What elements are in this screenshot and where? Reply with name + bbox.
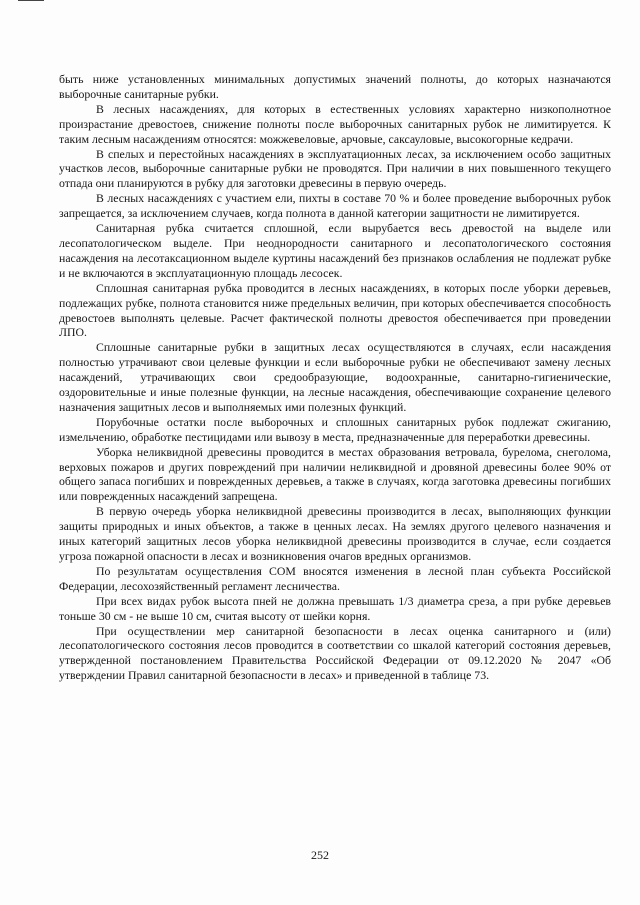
paragraph: По результатам осуществления СОМ вносятся изменения в лесной план субъекта Российской Федерации, лесохозяйственный регламент лесничества.: [59, 563, 611, 593]
paragraph: быть ниже установленных минимальных допустимых значений полноты, до которых назначаются выборочные санитарные рубки.: [59, 72, 611, 101]
paragraph: При осуществлении мер санитарной безопасности в лесах оценка санитарного и (или) лесопатологического состояния лесов проводится в соответствии со шкалой категорий состояния деревьев, утвержденной постановлением Правительства Российской Федерации от 09.12.2020 № 2047 «Об утверждении Правил санитарной безопасности в лесах» и приведенной в таблице 73.: [59, 623, 611, 683]
paragraph: В лесных насаждениях, для которых в естественных условиях характерно низкополнотное произрастание древостоев, снижение полноты после выборочных санитарных рубок не лимитируется. К таким лесным насаждениям относятся: можжевеловые, арчовые, саксауловые, высокогорные кедрачи.: [59, 101, 611, 146]
paragraph: В первую очередь уборка неликвидной древесины производится в лесах, выполняющих функции защиты природных и иных объектов, а также в ценных лесах. На землях другого целевого назначения и иных категорий защитных лесов уборка неликвидной древесины производится в случае, если создается угроза пожарной опасности в лесах и возникновения очагов вредных организмов.: [59, 504, 611, 563]
document-body: [59, 72, 611, 683]
page-number: 252: [311, 848, 329, 862]
paragraph: Сплошная санитарная рубка проводится в лесных насаждениях, в которых после уборки деревьев, подлежащих рубке, полнота становится ниже предельных величин, при которых обеспечивается способность древостоев выполнять целевые. Расчет фактической полноты древостоя обеспечивается при проведении ЛПО.: [59, 280, 611, 340]
paragraph: При всех видах рубок высота пней не должна превышать 1/3 диаметра среза, а при рубке деревьев тоньше 30 см - не выше 10 см, считая высоту от шейки корня.: [59, 593, 611, 623]
paragraph: В лесных насаждениях с участием ели, пихты в составе 70 % и более проведение выборочных рубок запрещается, за исключением случаев, когда полнота в данной категории защитности не лимитируется.: [59, 191, 611, 221]
paragraph: В спелых и перестойных насаждениях в эксплуатационных лесах, за исключением особо защитных участков лесов, выборочные санитарные рубки не проводятся. При наличии в них повышенного текущего отпада они планируются в рубку для заготовки древесины в первую очередь.: [59, 146, 611, 191]
paragraph: Уборка неликвидной древесины проводится в местах образования ветровала, бурелома, снеголома, верховых пожаров и других повреждений при наличии неликвидной и дровяной древесины более 90% от общего запаса погибших и поврежденных деревьев, а также в случаях, когда заготовка древесины погибших или поврежденных насаждений запрещена.: [59, 444, 611, 504]
paragraph: Санитарная рубка считается сплошной, если вырубается весь древостой на выделе или лесопатологическом выделе. При неоднородности санитарного и лесопатологического состояния насаждения на лесотаксационном выделе куртины насаждений без признаков ослабления не подлежат рубке и не включаются в эксплуатационную площадь лесосек.: [59, 221, 611, 280]
paragraph: Сплошные санитарные рубки в защитных лесах осуществляются в случаях, если насаждения полностью утрачивают свои целевые функции и если выборочные рубки не обеспечивают замену лесных насаждений, утрачивающих свои средообразующие, водоохранные, санитарно-гигиенические, оздоровительные и иные полезные функции, на лесные насаждения, обеспечивающие сохранение целевого назначения защитных лесов и выполняемых ими полезных функций.: [59, 340, 611, 414]
paragraph: Порубочные остатки после выборочных и сплошных санитарных рубок подлежат сжиганию, измельчению, обработке пестицидами или вывозу в места, предназначенные для переработки древесины.: [59, 414, 611, 444]
scan-edge-mark: [18, 0, 44, 1]
